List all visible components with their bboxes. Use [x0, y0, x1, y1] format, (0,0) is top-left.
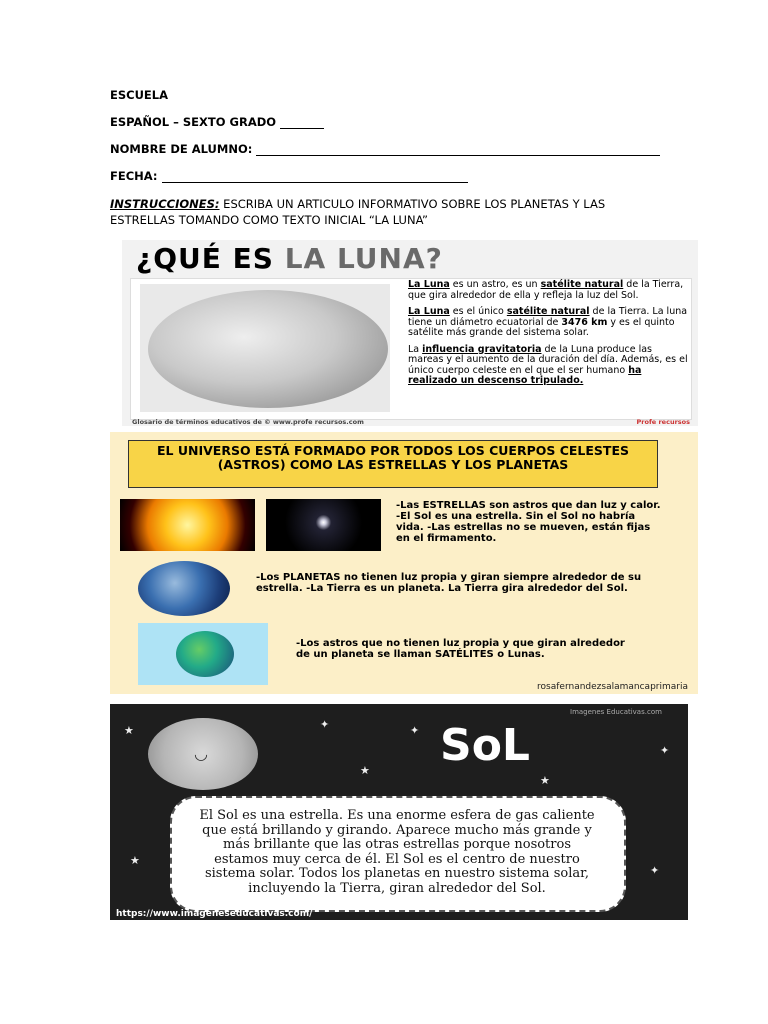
instructions-label: INSTRUCCIONES: — [110, 197, 220, 211]
universo-panel — [110, 432, 698, 694]
luna-title-a: ¿QUÉ ES — [136, 242, 285, 275]
date-text: FECHA: — [110, 169, 158, 183]
planet-icon — [176, 631, 234, 677]
luna-title-b: LA LUNA? — [284, 242, 443, 275]
sol-text: El Sol es una estrella. Es una enorme esfera de gas caliente que está brillando y girando. Aparece mucho más grande y más brillante que las otras estrellas porque nosotros estamos muy cerca de él. El Sol es el centro de nuestro sistema solar. Todos los planetas en nuestro sistema solar, incluyendo la Tierra, giran alrededor del Sol. — [199, 808, 595, 896]
grade-text: ESPAÑOL – SEXTO GRADO — [110, 115, 277, 129]
luna-paragraph-1: La Luna es un astro, es un satélite natural de la Tierra, que gira alrededor de ella y refleja la luz del Sol. — [408, 279, 684, 301]
sol-title: SoL — [440, 720, 530, 771]
sun-image — [120, 499, 255, 551]
instructions — [110, 196, 630, 228]
date-label — [110, 169, 468, 183]
universo-credit: rosafernandezsalamancaprimaria — [537, 682, 688, 692]
profe-recursos-logo: Profe recursos — [636, 418, 690, 426]
date-blank[interactable] — [162, 182, 468, 183]
grade-blank[interactable] — [280, 128, 324, 129]
luna-text — [408, 280, 690, 393]
satelites-text: -Los astros que no tienen luz propia y que giran alrededor de un planeta se llaman SATÉLITES o Lunas. — [296, 638, 625, 660]
star-icon: ✦ — [410, 724, 420, 737]
student-name-label — [110, 142, 660, 156]
star-image — [266, 499, 381, 551]
estrellas-text: -Las ESTRELLAS son astros que dan luz y calor. -El Sol es una estrella. Sin el Sol no habría vida. -Las estrellas no se mueven, están fijas en el firmamento. — [396, 500, 661, 544]
moon-image — [140, 284, 390, 412]
star-icon: ✦ — [320, 718, 330, 731]
star-icon: ★ — [124, 724, 134, 737]
smile-icon: ◡ — [194, 744, 208, 763]
star-icon: ★ — [540, 774, 550, 787]
luna-title — [136, 242, 443, 275]
watermark: Imagenes Educativas.com — [570, 708, 662, 716]
moon-icon — [148, 290, 388, 408]
grade-label — [110, 115, 324, 129]
sol-url[interactable]: https://www.imageneseducativas.com/ — [116, 909, 313, 919]
earth-image — [138, 561, 230, 616]
luna-paragraph-3: La influencia gravitatoria de la Luna produce las mareas y el aumento de la duración del día. Además, es el único cuerpo celeste en el que el ser humano ha realizado un descenso tripulado. — [408, 343, 688, 386]
student-name-blank[interactable] — [256, 155, 660, 156]
luna-footer: Glosario de términos educativos de © www.profe recursos.com — [132, 418, 364, 426]
universo-banner: EL UNIVERSO ESTÁ FORMADO POR TODOS LOS CUERPOS CELESTES (ASTROS) COMO LAS ESTRELLAS Y LOS PLANETAS — [128, 440, 658, 488]
star-icon: ★ — [360, 764, 370, 777]
planetas-text: -Los PLANETAS no tienen luz propia y giran siempre alrededor de su estrella. -La Tierra es un planeta. La Tierra gira alrededor del Sol. — [256, 572, 642, 594]
luna-panel — [122, 240, 698, 426]
student-name-text: NOMBRE DE ALUMNO: — [110, 142, 253, 156]
luna-paragraph-2: La Luna es el único satélite natural de la Tierra. La luna tiene un diámetro ecuatorial de 3476 km y es el quinto satélite más grande del sistema solar. — [408, 306, 688, 338]
instructions-text: ESCRIBA UN ARTICULO INFORMATIVO SOBRE LOS PLANETAS Y LAS ESTRELLAS TOMANDO COMO TEXTO INICIAL “LA LUNA” — [110, 197, 606, 227]
satellite-image — [138, 623, 268, 685]
star-icon: ✦ — [660, 744, 670, 757]
school-label: ESCUELA — [110, 88, 168, 102]
star-icon: ✦ — [650, 864, 660, 877]
sol-panel — [110, 704, 688, 920]
star-icon: ★ — [130, 854, 140, 867]
